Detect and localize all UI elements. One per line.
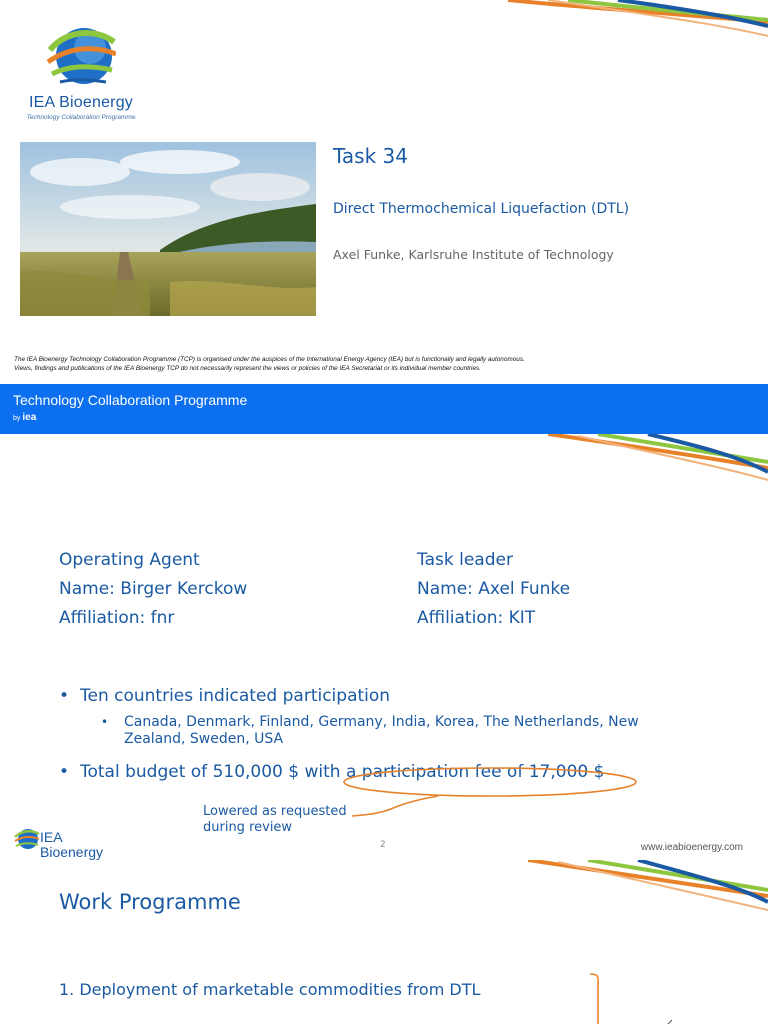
globe-icon (46, 20, 116, 90)
disclaimer-line-1: The IEA Bioenergy Technology Collaboration Programme (TCP) is organised under the auspices of the International Energy Agency (IEA) but is functionally and legally autonomous. (14, 356, 525, 363)
disclaimer-line-2: Views, findings and publications of the IEA Bioenergy TCP do not necessarily represent the views or policies of the IEA Secretariat or its individual member countries. (14, 365, 481, 372)
website-url: www.ieabioenergy.com (640, 842, 743, 853)
title-slide (0, 0, 768, 434)
swoosh-decoration (528, 860, 768, 912)
landscape-photo (20, 142, 316, 316)
swoosh-decoration (508, 0, 768, 40)
bullet-marker: • (101, 715, 109, 729)
tcp-label: Technology Collaboration Programme (13, 392, 248, 408)
review-note-line-2: during review (203, 820, 293, 835)
logo-title: IEA Bioenergy (29, 94, 133, 111)
bullet-marker: • (59, 762, 70, 782)
task-leader-block (417, 546, 570, 633)
task-leader-name: Name: Axel Funke (417, 579, 571, 599)
work-programme-title: Work Programme (59, 890, 241, 914)
operating-agent-affiliation: Affiliation: fnr (59, 608, 175, 628)
bracket-annotation (588, 972, 688, 1024)
operating-agent-heading: Operating Agent (59, 550, 200, 570)
footer-globe-icon (14, 826, 40, 852)
sub-bullet-item (59, 714, 669, 748)
footer-logo-text (40, 830, 103, 860)
disclaimer (14, 355, 754, 373)
operating-agent-block (59, 546, 247, 633)
bullet-text: Ten countries indicated participation (80, 686, 391, 706)
task-title: Task 34 (333, 144, 408, 168)
work-programme-slide (0, 860, 768, 1024)
review-note-line-1: Lowered as requested (203, 804, 347, 819)
review-note (203, 804, 347, 836)
iea-wordmark: iea (22, 412, 37, 423)
page-number: 2 (380, 840, 386, 850)
task-leader-heading: Task leader (417, 550, 513, 570)
iea-bioenergy-logo (20, 18, 142, 124)
bullet-text: Total budget of 510,000 $ with a participation fee of 17,000 $ (80, 762, 605, 782)
tcp-by: by (13, 415, 21, 422)
operating-agent-name: Name: Birger Kerckow (59, 579, 248, 599)
bullet-marker: • (59, 686, 70, 706)
footer-logo-line-2: Bioenergy (40, 844, 104, 860)
participants-slide (0, 434, 768, 860)
bullet-item (59, 686, 699, 706)
tcp-banner (0, 384, 768, 434)
logo-subtitle: Technology Collaboration Programme (26, 114, 136, 121)
tcp-by-iea (13, 412, 36, 423)
highlight-oval (342, 766, 642, 834)
work-programme-item: 1. Deployment of marketable commodities from DTL (59, 980, 481, 999)
task-subtitle: Direct Thermochemical Liquefaction (DTL) (333, 201, 630, 217)
sub-bullet-text: Canada, Denmark, Finland, Germany, India, Korea, The Netherlands, New Zealand, Sweden, USA (124, 714, 639, 747)
task-author: Axel Funke, Karlsruhe Institute of Technology (333, 247, 614, 262)
swoosh-decoration (548, 434, 768, 482)
task-leader-affiliation: Affiliation: KIT (417, 608, 536, 628)
footer-logo-line-1: IEA (40, 829, 63, 845)
